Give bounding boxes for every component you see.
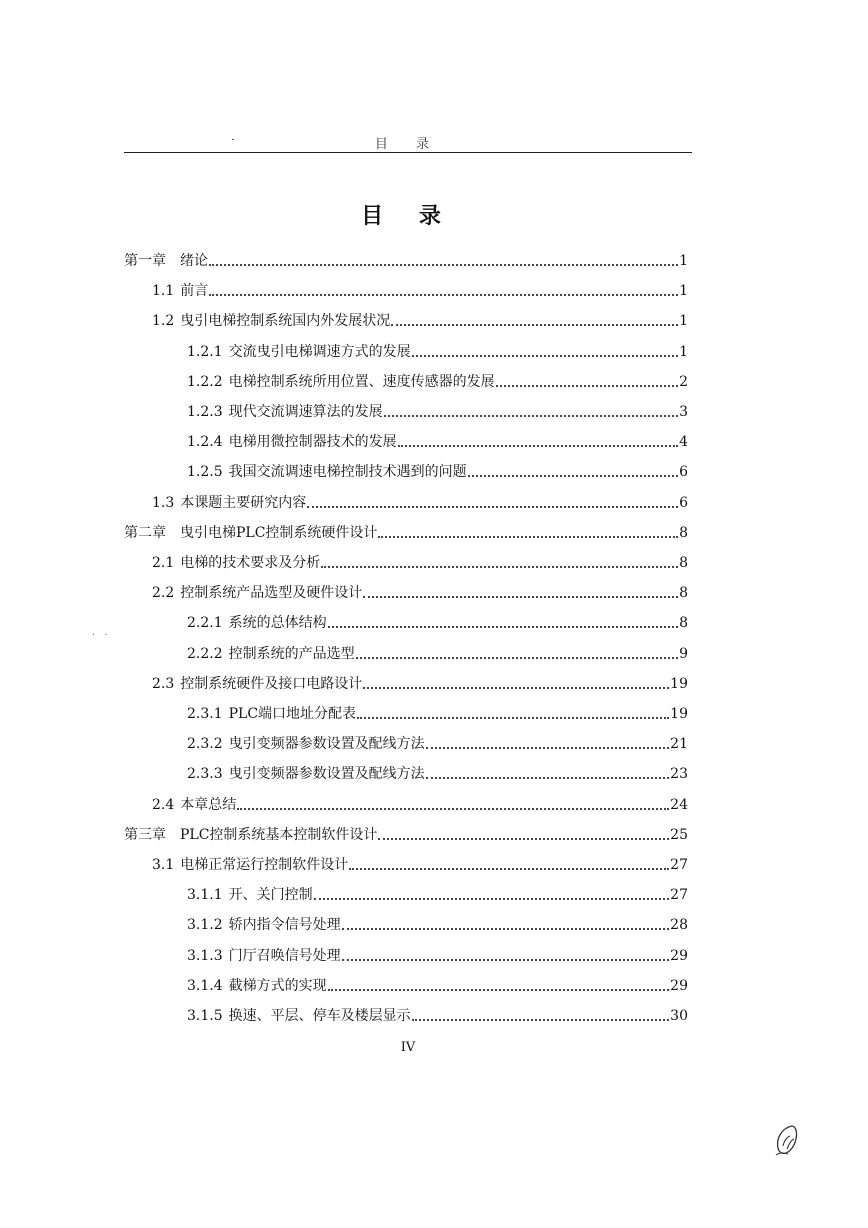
toc-entry-number: 2.3 (152, 676, 175, 692)
toc-entry-title: 电梯用微控制器技术的发展 (228, 434, 397, 450)
toc-entry-number: 第三章 (124, 827, 166, 843)
toc-dot-leader (412, 354, 678, 357)
toc-dot-leader (328, 625, 678, 628)
toc-entry-page: 6 (679, 464, 688, 480)
scan-marks: · · (92, 630, 111, 641)
toc-dot-leader (209, 293, 678, 296)
toc-dot-leader (237, 807, 669, 810)
toc-dot-leader (363, 595, 678, 598)
toc-entry-title: 电梯的技术要求及分析 (180, 555, 321, 571)
toc-entry-number: 第二章 (124, 525, 166, 541)
toc-dot-leader (378, 535, 678, 538)
toc-entry-page: 30 (670, 1008, 688, 1024)
toc-dot-leader (384, 414, 678, 417)
toc-entry[interactable] (187, 884, 688, 906)
header-rule (124, 152, 692, 153)
toc-dot-leader (496, 384, 678, 387)
handwritten-mark-icon (770, 1122, 806, 1158)
page-title: 目 录 (361, 204, 455, 229)
toc-entry-page: 24 (670, 797, 688, 813)
toc-entry-number: 2.2 (152, 585, 175, 601)
toc-entry-title: 交流曳引电梯调速方式的发展 (228, 344, 411, 360)
toc-entry-title: 曳引变频器参数设置及配线方法 (228, 766, 425, 782)
toc-entry-number: 3.1.3 (187, 948, 223, 964)
toc-entry-title: 我国交流调速电梯控制技术遇到的问题 (228, 464, 467, 480)
toc-dot-leader (357, 716, 669, 719)
toc-entry-title: 曳引电梯PLC控制系统硬件设计 (180, 525, 378, 541)
toc-entry-title: 控制系统硬件及接口电路设计 (180, 676, 363, 692)
toc-entry-number: 3.1.5 (187, 1008, 223, 1024)
toc-entry-number: 3.1.4 (187, 978, 223, 994)
toc-entry-title: 绪论 (180, 253, 208, 269)
toc-entry-number: 2.1 (152, 555, 175, 571)
toc-entry-title: 曳引电梯控制系统国内外发展状况 (180, 313, 391, 329)
toc-entry-number: 1.2 (152, 313, 175, 329)
toc-entry-title: PLC控制系统基本控制软件设计 (180, 827, 378, 843)
toc-entry-number: 1.1 (152, 283, 175, 299)
toc-entry-number: 3.1 (152, 857, 175, 873)
toc-entry[interactable] (187, 431, 688, 453)
toc-entry-title: 开、关门控制 (228, 887, 313, 903)
toc-dot-leader (307, 505, 678, 508)
toc-entry-number: 2.3.3 (187, 766, 223, 782)
toc-entry-page: 3 (679, 404, 688, 420)
toc-entry-page: 8 (679, 615, 688, 631)
toc-entry-number: 1.2.2 (187, 374, 223, 390)
toc-entry-page: 1 (679, 283, 688, 299)
toc-entry-page: 6 (679, 495, 688, 511)
toc-entry-number: 第一章 (124, 253, 166, 269)
toc-entry-page: 8 (679, 525, 688, 541)
toc-entry[interactable] (187, 341, 688, 363)
toc-dot-leader (426, 776, 670, 779)
toc-dot-leader (426, 746, 670, 749)
toc-entry-page: 1 (679, 253, 688, 269)
toc-entry-number: 1.2.1 (187, 344, 223, 360)
toc-entry[interactable] (187, 643, 688, 665)
toc-entry-number: 3.1.1 (187, 887, 223, 903)
toc-dot-leader (342, 927, 670, 930)
toc-entry-title: 本章总结 (180, 797, 237, 813)
toc-entry-title: 电梯控制系统所用位置、速度传感器的发展 (228, 374, 495, 390)
toc-entry-title: 本课题主要研究内容 (180, 495, 307, 511)
toc-entry[interactable] (187, 1005, 688, 1027)
toc-entry-page: 25 (670, 827, 688, 843)
toc-entry-title: 曳引变频器参数设置及配线方法 (228, 736, 425, 752)
toc-entry-title: 轿内指令信号处理 (228, 917, 341, 933)
toc-entry[interactable] (152, 582, 688, 604)
toc-entry[interactable] (187, 945, 688, 967)
toc-entry[interactable] (187, 401, 688, 423)
toc-entry-title: 门厅召唤信号处理 (228, 948, 341, 964)
toc-entry[interactable] (187, 763, 688, 785)
toc-entry[interactable] (187, 703, 688, 725)
toc-entry-number: 1.2.4 (187, 434, 223, 450)
toc-dot-leader (209, 263, 678, 266)
toc-entry[interactable] (187, 914, 688, 936)
toc-entry-page: 8 (679, 585, 688, 601)
toc-entry-number: 1.3 (152, 495, 175, 511)
toc-dot-leader (328, 988, 670, 991)
toc-entry-page: 4 (679, 434, 688, 450)
toc-entry-page: 28 (670, 917, 688, 933)
toc-dot-leader (314, 897, 670, 900)
toc-dot-leader (349, 867, 669, 870)
toc-dot-leader (321, 565, 678, 568)
toc-entry-number: 2.3.2 (187, 736, 223, 752)
toc-dot-leader (398, 444, 678, 447)
toc-entry-page: 29 (670, 978, 688, 994)
toc-entry[interactable] (187, 371, 688, 393)
toc-entry-title: 控制系统产品选型及硬件设计 (180, 585, 363, 601)
toc-entry-number: 2.2.1 (187, 615, 223, 631)
toc-entry[interactable] (152, 492, 688, 514)
toc-entry-page: 19 (670, 676, 688, 692)
toc-entry-title: 前言 (180, 283, 209, 299)
toc-entry[interactable] (187, 975, 688, 997)
scan-speck (232, 139, 234, 140)
toc-entry-page: 2 (679, 374, 688, 390)
toc-entry[interactable] (187, 461, 688, 483)
toc-entry-number: 2.2.2 (187, 646, 223, 662)
toc-entry-title: 截梯方式的实现 (228, 978, 327, 994)
toc-entry-title: 换速、平层、停车及楼层显示 (228, 1008, 411, 1024)
toc-entry[interactable] (152, 310, 688, 332)
toc-entry-number: 3.1.2 (187, 917, 223, 933)
toc-entry-page: 8 (679, 555, 688, 571)
toc-dot-leader (356, 656, 678, 659)
toc-entry[interactable] (152, 854, 688, 876)
toc-entry[interactable] (124, 522, 688, 544)
toc-entry-title: PLC端口地址分配表 (228, 706, 357, 722)
toc-entry-page: 1 (679, 313, 688, 329)
toc-dot-leader (363, 686, 669, 689)
toc-entry-title: 电梯正常运行控制软件设计 (180, 857, 349, 873)
toc-entry-number: 2.3.1 (187, 706, 223, 722)
toc-entry-page: 19 (670, 706, 688, 722)
toc-dot-leader (391, 323, 678, 326)
toc-entry[interactable] (124, 250, 688, 272)
toc-dot-leader (342, 958, 670, 961)
toc-entry[interactable] (124, 824, 688, 846)
page-number: IV (400, 1040, 416, 1055)
toc-entry-title: 控制系统的产品选型 (228, 646, 355, 662)
toc-dot-leader (378, 837, 669, 840)
toc-entry[interactable] (187, 612, 688, 634)
toc-entry-page: 29 (670, 948, 688, 964)
toc-entry-page: 27 (670, 887, 688, 903)
toc-entry-page: 21 (670, 736, 688, 752)
toc-entry-number: 1.2.5 (187, 464, 223, 480)
toc-entry-title: 系统的总体结构 (228, 615, 327, 631)
toc-entry[interactable] (152, 673, 688, 695)
toc-entry-title: 现代交流调速算法的发展 (228, 404, 383, 420)
toc-entry[interactable] (152, 794, 688, 816)
running-header: 目 录 (374, 137, 442, 152)
toc-entry[interactable] (152, 552, 688, 574)
toc-entry[interactable] (187, 733, 688, 755)
toc-dot-leader (412, 1018, 670, 1021)
toc-entry-page: 23 (670, 766, 688, 782)
toc-entry-number: 2.4 (152, 797, 175, 813)
toc-entry-page: 27 (670, 857, 688, 873)
toc-dot-leader (468, 474, 678, 477)
toc-entry-number: 1.2.3 (187, 404, 223, 420)
toc-entry-page: 1 (679, 344, 688, 360)
toc-entry-page: 9 (679, 646, 688, 662)
toc-entry[interactable] (152, 280, 688, 302)
